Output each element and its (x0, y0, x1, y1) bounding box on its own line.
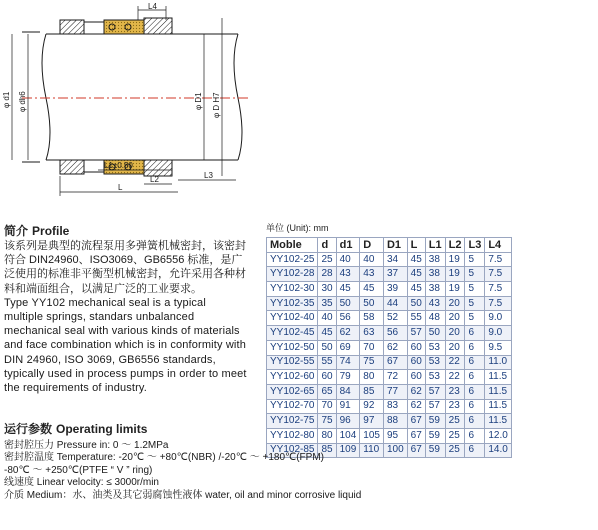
profile-heading (4, 222, 69, 239)
table-cell: 34 (383, 252, 407, 267)
operating-limit-line: 介质 Medium：水、油类及其它弱腐蚀性液体 water, oil and minor corrosive liquid (4, 489, 362, 501)
table-cell: 6 (465, 428, 485, 443)
table-cell: YY102-25 (267, 252, 318, 267)
operating-heading (4, 420, 147, 437)
table-cell: 62 (383, 340, 407, 355)
table-cell: 104 (336, 428, 360, 443)
table-row (267, 282, 512, 297)
profile-text-cn: 该系列是典型的流程泵用多弹簧机械密封，该密封符合 DIN24960、ISO3069、GB6556 标准，是广泛使用的标准非平衡型机械密封，允许采用各种材料和端面组合，以满足广泛的工业要求。 (4, 240, 246, 295)
table-row (267, 252, 512, 267)
table-cell: 48 (425, 311, 445, 326)
table-cell: 50 (318, 340, 336, 355)
table-cell: 5 (465, 267, 485, 282)
table-cell: 9.0 (485, 326, 511, 341)
table-cell: 5 (465, 311, 485, 326)
table-cell: 38 (425, 252, 445, 267)
table-cell: 110 (360, 443, 384, 458)
table-cell: 70 (360, 340, 384, 355)
table-cell: 53 (425, 370, 445, 385)
table-cell: 53 (425, 355, 445, 370)
table-cell: 25 (445, 414, 465, 429)
table-cell: 38 (425, 267, 445, 282)
table-header-cell: D1 (383, 238, 407, 253)
table-cell: 65 (318, 384, 336, 399)
operating-limit-line: 密封腔温度 Temperature: -20℃ ～ +80℃(NBR) /-20℃ ～ +180℃(FPM) (4, 452, 324, 464)
table-cell: 57 (425, 399, 445, 414)
table-cell: 5 (465, 282, 485, 297)
table-row (267, 326, 512, 341)
table-cell: 35 (318, 296, 336, 311)
dimension-table (266, 237, 512, 458)
table-cell: 20 (445, 326, 465, 341)
table-row (267, 340, 512, 355)
table-cell: 72 (383, 370, 407, 385)
table-cell: 91 (336, 399, 360, 414)
table-cell: 96 (336, 414, 360, 429)
table-cell: 5 (465, 296, 485, 311)
table-cell: 6 (465, 384, 485, 399)
table-cell: 7.5 (485, 267, 511, 282)
table-cell: 55 (318, 355, 336, 370)
table-cell: 19 (445, 282, 465, 297)
table-cell: 62 (336, 326, 360, 341)
table-cell: 9.0 (485, 311, 511, 326)
table-row (267, 267, 512, 282)
table-cell: 56 (383, 326, 407, 341)
table-cell: 11.5 (485, 370, 511, 385)
table-cell: 7.5 (485, 296, 511, 311)
table-cell: 45 (407, 252, 425, 267)
table-cell: 67 (383, 355, 407, 370)
table-cell: 22 (445, 355, 465, 370)
unit-label: 单位 (Unit): mm (266, 223, 329, 233)
table-cell: 56 (336, 311, 360, 326)
table-cell: 11.5 (485, 384, 511, 399)
table-cell: 6 (465, 443, 485, 458)
table-cell: 45 (407, 282, 425, 297)
profile-heading-en: Profile (32, 224, 70, 238)
table-cell: 38 (425, 282, 445, 297)
table-header-row (267, 238, 512, 253)
table-cell: 23 (445, 399, 465, 414)
table-header-cell: L (407, 238, 425, 253)
dim-l3: L3 (204, 171, 213, 180)
table-cell: 92 (360, 399, 384, 414)
table-cell: 84 (336, 384, 360, 399)
table-header-cell: D (360, 238, 384, 253)
table-cell: 83 (383, 399, 407, 414)
table-cell: 59 (425, 414, 445, 429)
table-cell: 59 (425, 443, 445, 458)
table-cell: 43 (425, 296, 445, 311)
table-cell: YY102-28 (267, 267, 318, 282)
table-header-cell: d1 (336, 238, 360, 253)
table-cell: 7.5 (485, 252, 511, 267)
table-cell: 6 (465, 414, 485, 429)
operating-limit-line: -80℃ ～ +250℃(PTFE “ V ” ring) (4, 464, 153, 476)
table-cell: YY102-85 (267, 443, 318, 458)
table-cell: 40 (360, 252, 384, 267)
table-cell: 60 (407, 370, 425, 385)
table-header-cell: L4 (485, 238, 511, 253)
table-cell: 60 (407, 355, 425, 370)
table-header-cell: L2 (445, 238, 465, 253)
profile-description (4, 239, 248, 395)
table-cell: YY102-75 (267, 414, 318, 429)
table-cell: 62 (407, 399, 425, 414)
table-cell: 6 (465, 370, 485, 385)
table-cell: 60 (318, 370, 336, 385)
table-cell: 97 (360, 414, 384, 429)
table-cell: 59 (425, 428, 445, 443)
table-cell: 60 (407, 340, 425, 355)
table-cell: 23 (445, 384, 465, 399)
table-cell: YY102-65 (267, 384, 318, 399)
table-cell: 67 (407, 428, 425, 443)
table-cell: 6 (465, 399, 485, 414)
table-cell: YY102-55 (267, 355, 318, 370)
profile-text-en: Type YY102 mechanical seal is a typical multiple springs, standars unbalanced mechanical seal with various kinds of materials and face combination which is in conformity with DIN 24960, ISO 3069, GB6556 standards, typically used in process pumps in order to meet the requirements of industry. (4, 296, 247, 395)
table-cell: 6 (465, 340, 485, 355)
table-cell: 40 (318, 311, 336, 326)
table-cell: 77 (383, 384, 407, 399)
table-cell: 14.0 (485, 443, 511, 458)
table-cell: 63 (360, 326, 384, 341)
table-cell: 11.5 (485, 399, 511, 414)
table-cell: YY102-80 (267, 428, 318, 443)
table-cell: YY102-50 (267, 340, 318, 355)
table-cell: 12.0 (485, 428, 511, 443)
table-cell: 50 (360, 296, 384, 311)
table-cell: 57 (425, 384, 445, 399)
table-cell: 39 (383, 282, 407, 297)
table-cell: 25 (445, 428, 465, 443)
table-row (267, 399, 512, 414)
profile-heading-cn: 简介 (4, 224, 29, 238)
dim-big-d1: φ D1 (194, 92, 203, 110)
table-cell: 50 (425, 326, 445, 341)
table-cell: 50 (336, 296, 360, 311)
table-row (267, 384, 512, 399)
table-cell: 109 (336, 443, 360, 458)
shaft (22, 32, 242, 162)
table-cell: 7.5 (485, 282, 511, 297)
table-row (267, 370, 512, 385)
table-cell: YY102-45 (267, 326, 318, 341)
table-cell: 74 (336, 355, 360, 370)
table-cell: 11.0 (485, 355, 511, 370)
table-cell: 6 (465, 355, 485, 370)
table-cell: 80 (318, 428, 336, 443)
table-header-cell: L3 (465, 238, 485, 253)
table-row (267, 355, 512, 370)
table-cell: 20 (445, 311, 465, 326)
dim-dh7: φ D H7 (212, 92, 221, 118)
table-row (267, 296, 512, 311)
table-cell: YY102-35 (267, 296, 318, 311)
table-cell: 19 (445, 267, 465, 282)
table-cell: YY102-30 (267, 282, 318, 297)
table-cell: 44 (383, 296, 407, 311)
table-cell: 79 (336, 370, 360, 385)
table-header-cell: L1 (425, 238, 445, 253)
seal-top (60, 18, 172, 34)
operating-limits-list (4, 440, 584, 502)
table-row (267, 311, 512, 326)
table-cell: 105 (360, 428, 384, 443)
table-cell: 43 (360, 267, 384, 282)
table-cell: 30 (318, 282, 336, 297)
seal-cross-section-drawing (0, 0, 598, 205)
table-cell: 80 (360, 370, 384, 385)
table-cell: 43 (336, 267, 360, 282)
table-cell: 25 (318, 252, 336, 267)
operating-heading-en: Operating limits (56, 422, 148, 436)
table-cell: 62 (407, 384, 425, 399)
table-cell: 75 (360, 355, 384, 370)
table-cell: 53 (425, 340, 445, 355)
table-cell: 40 (336, 252, 360, 267)
operating-limit-line: 线速度 Linear velocity: ≤ 3000r/min (4, 477, 159, 489)
table-cell: 50 (407, 296, 425, 311)
dim-d1: φ d1 (2, 91, 11, 108)
table-header-cell: Moble (267, 238, 318, 253)
table-cell: YY102-70 (267, 399, 318, 414)
table-cell: 67 (407, 414, 425, 429)
operating-limit-line: 密封腔压力 Pressure in: 0 ～ 1.2MPa (4, 440, 169, 451)
operating-heading-cn: 运行参数 (4, 422, 53, 436)
dim-dh6: φ dh6 (18, 91, 27, 112)
table-cell: 100 (383, 443, 407, 458)
table-cell: 52 (383, 311, 407, 326)
table-cell: 20 (445, 296, 465, 311)
table-cell: 69 (336, 340, 360, 355)
table-cell: 45 (360, 282, 384, 297)
table-cell: 5 (465, 252, 485, 267)
table-cell: 9.5 (485, 340, 511, 355)
table-cell: 45 (318, 326, 336, 341)
table-cell: 70 (318, 399, 336, 414)
table-cell: 85 (360, 384, 384, 399)
table-cell: 11.5 (485, 414, 511, 429)
table-cell: 37 (383, 267, 407, 282)
table-cell: 45 (407, 267, 425, 282)
table-cell: YY102-40 (267, 311, 318, 326)
table-cell: 67 (407, 443, 425, 458)
dim-l2: L2 (150, 175, 159, 184)
table-cell: 58 (360, 311, 384, 326)
table-cell: 55 (407, 311, 425, 326)
table-cell: 88 (383, 414, 407, 429)
table-cell: 28 (318, 267, 336, 282)
dim-l: L (118, 183, 123, 192)
table-cell: 25 (445, 443, 465, 458)
dim-l4: L4 (148, 2, 157, 11)
table-cell: 57 (407, 326, 425, 341)
table-cell: 19 (445, 252, 465, 267)
table-cell: 22 (445, 370, 465, 385)
table-header-cell: d (318, 238, 336, 253)
dim-l1: L1±0.50 (104, 161, 133, 170)
table-cell: 45 (336, 282, 360, 297)
table-cell: 95 (383, 428, 407, 443)
table-cell: YY102-60 (267, 370, 318, 385)
table-cell: 20 (445, 340, 465, 355)
table-cell: 75 (318, 414, 336, 429)
table-row (267, 414, 512, 429)
table-cell: 6 (465, 326, 485, 341)
table-cell: 85 (318, 443, 336, 458)
